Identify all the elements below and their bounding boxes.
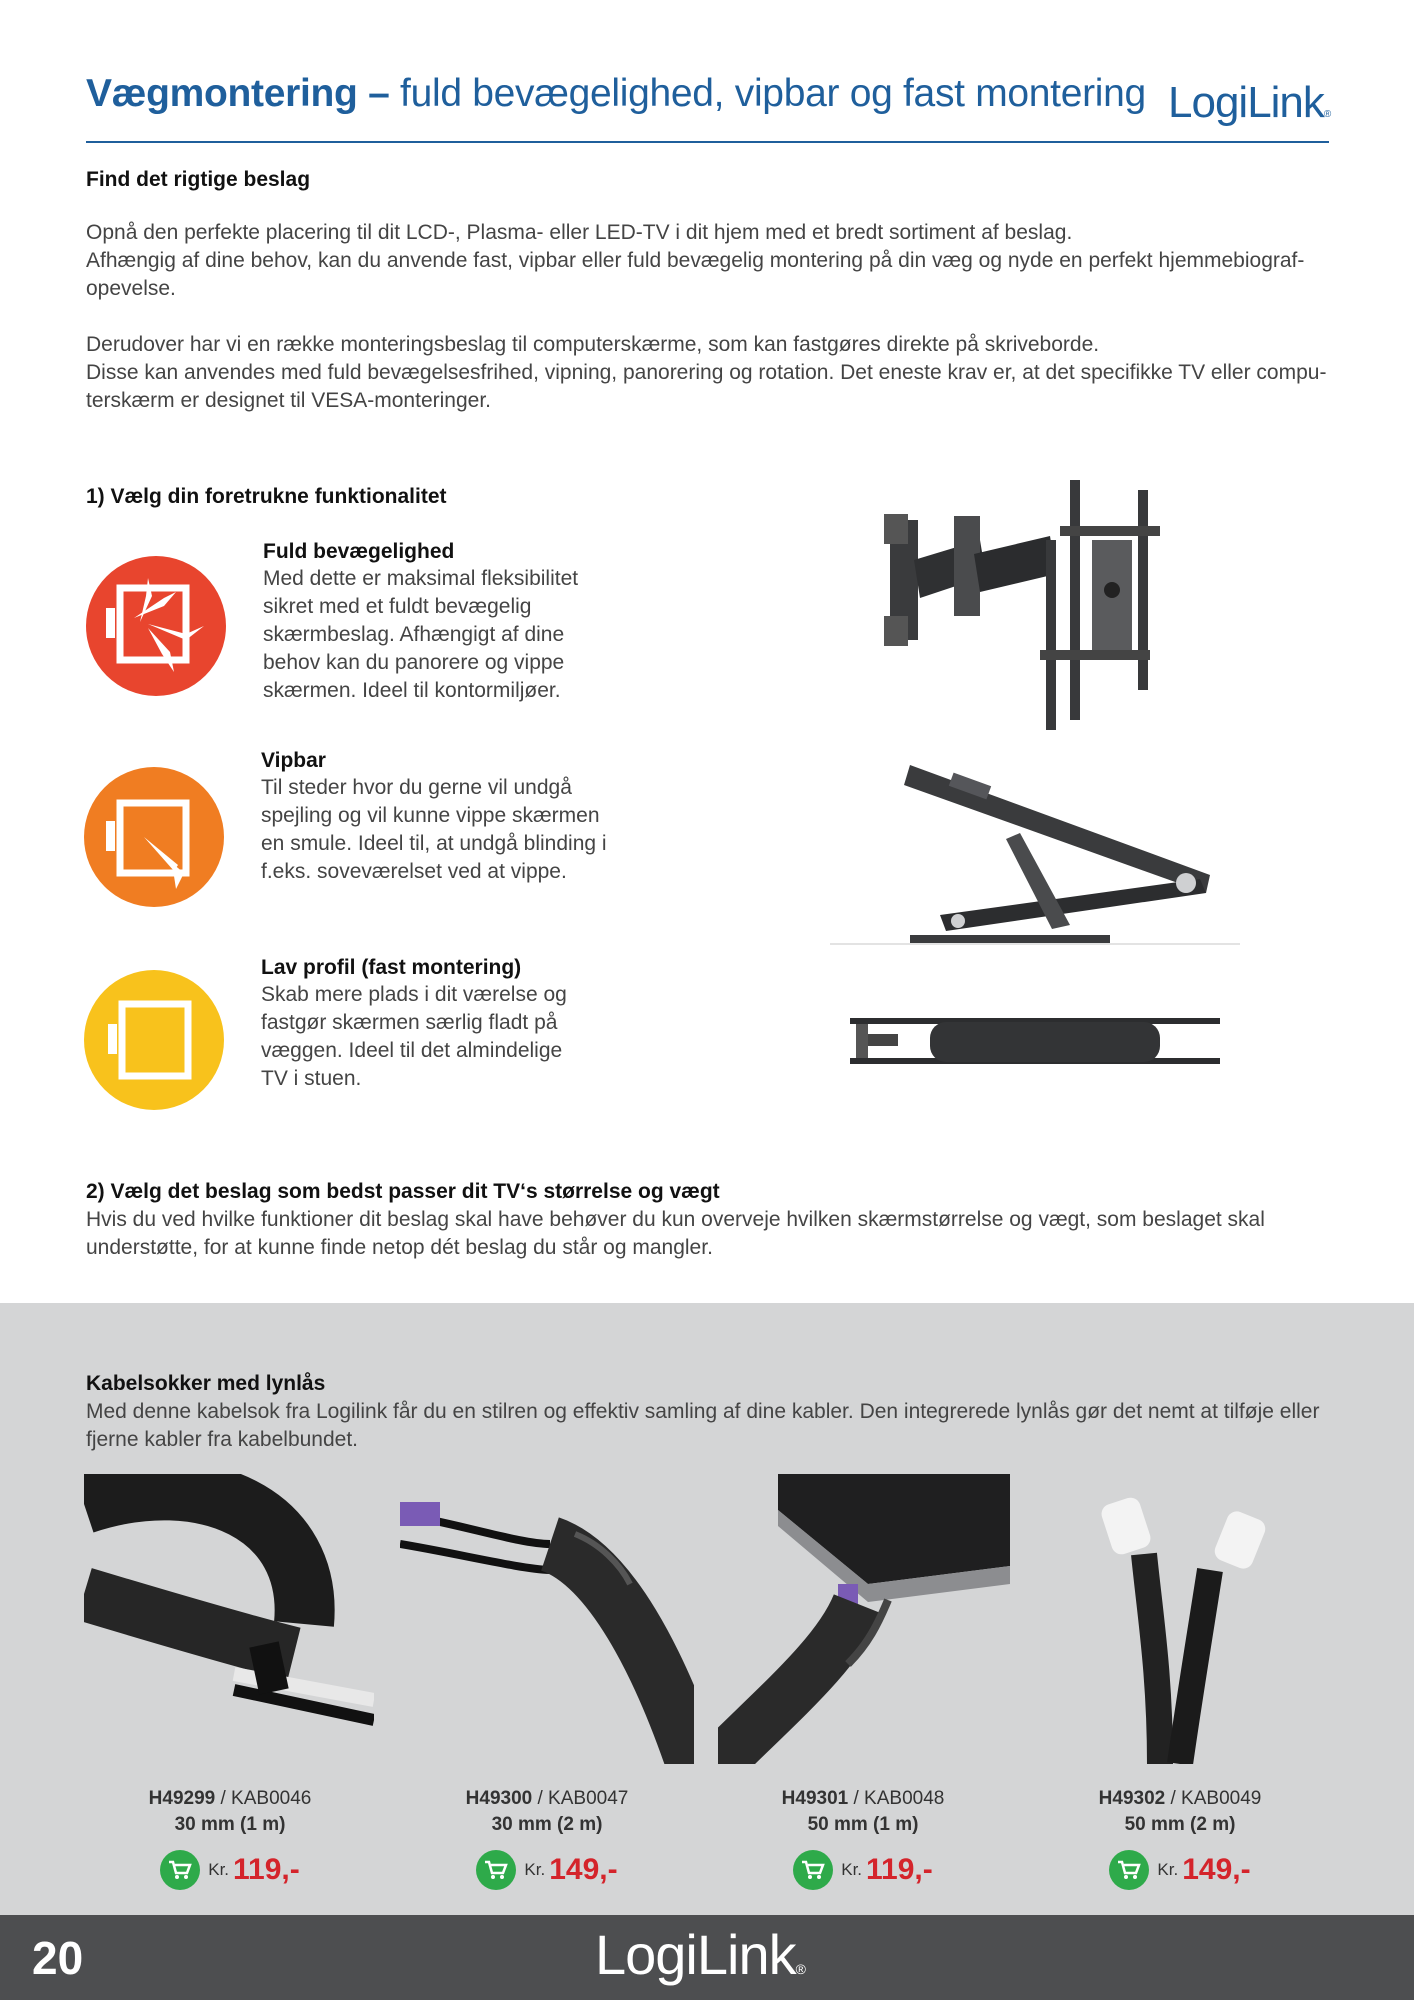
feature-line: f.eks. soveværelset ved at vippe. [261,860,567,883]
price-row [1030,1850,1330,1890]
feature-description [261,981,621,1093]
feature-line: spejling og vil kunne vippe skærmen [261,804,600,827]
intro-line: Disse kan anvendes med fuld bevægelsesfrihed, vipning, panorering og rotation. Det eneste krav er, at det specifikke TV eller compu- [86,361,1327,384]
price: 119,- [866,1853,933,1886]
feature-line: sikret med et fuldt bevægelig [263,595,532,618]
product-size: 30 mm (2 m) [491,1814,603,1835]
cable-heading: Kabelsokker med lynlås [86,1372,326,1395]
product-code [1030,1788,1330,1810]
step2-heading: 2) Vælg det beslag som bedst passer dit TV‘s størrelse og vægt [86,1180,720,1203]
feature-title: Lav profil (fast montering) [261,956,522,979]
product-code-bold: H49301 [781,1788,849,1809]
feature-tilt [261,749,641,886]
price-row [80,1850,380,1890]
cable-line: Med denne kabelsok fra Logilink får du en stilren og effektiv samling af dine kabler. Den integrerede lynlås gør det nemt at tilføje eller [86,1400,1320,1423]
feature-line: Til steder hvor du gerne vil undgå [261,776,572,799]
brand-logo [1168,78,1331,128]
feature-title: Fuld bevægelighed [263,540,455,563]
feature-line: Skab mere plads i dit værelse og [261,983,567,1006]
product-code-rest: / KAB0047 [532,1788,629,1809]
feature-fixed [261,956,621,1093]
product-size: 30 mm (1 m) [174,1814,286,1835]
cable-sleeve-image-1 [84,1474,374,1736]
fixed-mount-icon [84,970,224,1110]
currency: Kr. [208,1860,230,1879]
intro-line: opevelse. [86,277,176,300]
product-size: 50 mm (2 m) [1124,1814,1236,1835]
product-code [713,1788,1013,1810]
feature-line: TV i stuen. [261,1067,362,1090]
product-code-rest: / KAB0048 [848,1788,945,1809]
intro-line: Derudover har vi en række monteringsbeslag til computerskærme, som kan fastgøres direkte på skriveborde. [86,333,1100,356]
feature-description [263,565,623,705]
step2-line: understøtte, for at kunne finde netop dét beslag du står og mangler. [86,1236,713,1259]
product-card[interactable] [1030,1788,1330,1890]
footer-brand-name: LogiLink [595,1923,796,1986]
product-code-bold: H49299 [148,1788,216,1809]
product-code [80,1788,380,1810]
full-motion-icon [86,556,226,696]
intro-line: terskærm er designet til VESA-monteringer. [86,389,491,412]
feature-full-motion [263,540,623,705]
step1-heading: 1) Vælg din foretrukne funktionalitet [86,485,447,508]
currency: Kr. [841,1860,863,1879]
feature-line: Med dette er maksimal fleksibilitet [263,567,579,590]
intro-line: Opnå den perfekte placering til dit LCD-, Plasma- eller LED-TV i dit hjem med et bredt sortiment af beslag. [86,221,1073,244]
step2-line: Hvis du ved hvilke funktioner dit beslag skal have behøver du kun overveje hvilken skærmstørrelse og vægt, som beslaget skal [86,1208,1265,1231]
title-divider [86,141,1329,143]
product-code-bold: H49302 [1098,1788,1166,1809]
cable-sleeve-image-3 [718,1474,1010,1764]
intro-text [86,219,1346,415]
page-title-rest: fuld bevægelighed, vipbar og fast montering [389,72,1146,115]
currency: Kr. [1157,1860,1179,1879]
tilt-icon [84,767,224,907]
cart-icon[interactable] [1109,1850,1149,1890]
cart-icon[interactable] [160,1850,200,1890]
cable-sleeve-image-2 [400,1474,694,1764]
fixed-mount-image [850,1010,1230,1078]
footer-brand-registered-mark: ® [795,1961,806,1977]
price: 119,- [233,1853,300,1886]
price: 149,- [1182,1853,1251,1886]
page-title-bold: Vægmontering – [86,72,390,115]
feature-line: behov kan du panorere og vippe [263,651,565,674]
product-card[interactable] [397,1788,697,1890]
tilt-mount-image [830,755,1250,955]
page-number: 20 [32,1932,84,1984]
feature-title: Vipbar [261,749,326,772]
product-size: 50 mm (1 m) [807,1814,919,1835]
intro-heading: Find det rigtige beslag [86,168,311,191]
cart-icon[interactable] [476,1850,516,1890]
feature-line: en smule. Ideel til, at undgå blinding i [261,832,607,855]
product-code-rest: / KAB0046 [215,1788,312,1809]
footer-brand-logo [595,1922,806,1987]
cable-line: fjerne kabler fra kabelbundet. [86,1428,359,1451]
feature-line: skærmen. Ideel til kontormiljøer. [263,679,561,702]
product-card[interactable] [80,1788,380,1890]
brand-name: LogiLink [1168,78,1324,127]
currency: Kr. [524,1860,546,1879]
price-row [397,1850,697,1890]
product-card[interactable] [713,1788,1013,1890]
feature-line: skærmbeslag. Afhængigt af dine [263,623,565,646]
step2-text [86,1206,1346,1262]
cable-sleeve-image-4 [1040,1474,1320,1764]
feature-line: væggen. Ideel til det almindelige [261,1039,563,1062]
cable-text [86,1398,1346,1454]
brand-registered-mark: ® [1323,109,1332,120]
page-title [86,72,1146,116]
product-code-bold: H49300 [465,1788,533,1809]
cart-icon[interactable] [793,1850,833,1890]
full-motion-mount-image [870,480,1190,730]
feature-description [261,774,641,886]
product-code [397,1788,697,1810]
feature-line: fastgør skærmen særlig fladt på [261,1011,558,1034]
product-code-rest: / KAB0049 [1165,1788,1262,1809]
price-row [713,1850,1013,1890]
price: 149,- [549,1853,618,1886]
intro-line: Afhængig af dine behov, kan du anvende fast, vipbar eller fuld bevægelig montering på din væg og nyde en perfekt hjemmebiograf- [86,249,1305,272]
